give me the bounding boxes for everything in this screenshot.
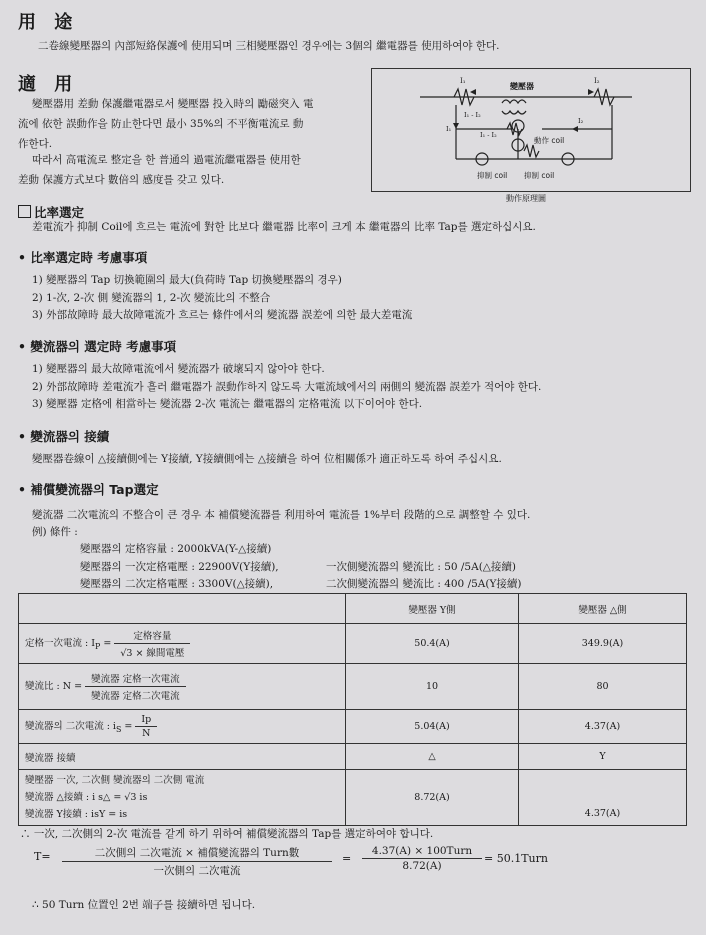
row2-delta-value: 80 [519, 664, 687, 710]
usage-text: 二卷線變壓器의 內部短絡保護에 使用되며 三相變壓器인 경우에는 3個의 繼電器를 使用하여야 한다. [38, 40, 500, 52]
row4-delta-value: Y [519, 744, 687, 770]
row-label-rated-primary-current: 定格一次電流 : $I_P$ = $\frac{\text{定格容量}}{\text{√3 × 線間電壓}}$ [19, 624, 346, 664]
t-fraction-2-denominator: 8.72(A) [402, 860, 442, 872]
ratio-selection-text: 差電流가 抑制 Coil에 흐르는 電流에 對한 比보다 繼電器 比率이 크게 本 繼電器의 比率 Tap를 選定하십시요. [32, 221, 536, 233]
table-header-y-side: 變壓器 Y側 [346, 594, 519, 624]
ct-connection-title: 變流器의 接續 [30, 429, 110, 444]
row3-fraction [135, 714, 157, 739]
table-header-delta-side: 變壓器 △側 [519, 594, 687, 624]
row3-numerator: Ip [135, 714, 157, 727]
row1-numerator: 定格容量 [114, 628, 190, 644]
row5-line-1: 變壓器 一次, 二次側 變流器의 二次側 電流 [25, 775, 205, 786]
t-fraction-2 [362, 845, 482, 872]
considerations-title: 比率選定時 考慮事項 [30, 250, 148, 265]
row2-numerator: 變流器 定格一次電流 [85, 671, 186, 687]
diagram-label-i1: I₁ [460, 77, 466, 85]
row2-y-value: 10 [346, 664, 519, 710]
condition-secondary-voltage: 變壓器의 二次定格電壓 : 3300V(△接續), [80, 578, 274, 590]
bullet-icon: • [18, 429, 31, 444]
table-header-row [19, 594, 687, 624]
list-item: 1) 變壓器의 最大故障電流에서 變流器가 破壞되지 않아야 한다. [32, 363, 325, 375]
bullet-icon: • [18, 482, 31, 497]
row4-y-value: △ [346, 744, 519, 770]
aux-ct-title: 補償變流器의 Tap選定 [30, 482, 159, 497]
diagram-label-diff2: I₁ - I₂ [480, 131, 497, 139]
row2-denominator: 變流器 定格二次電流 [91, 691, 180, 702]
list-item: 2) 外部故障時 差電流가 흘러 繼電器가 誤動作하지 않도록 大電流域에서의 兩側의 變流器 誤差가 적어야 한다. [32, 380, 542, 393]
row1-y-value: 50.4(A) [346, 624, 519, 664]
considerations-heading [18, 248, 147, 266]
table-header-empty [19, 594, 346, 624]
t-result: = 50.1Turn [484, 852, 548, 865]
aux-ct-heading [18, 480, 159, 498]
operating-principle-diagram [371, 68, 691, 192]
table-row [19, 710, 687, 744]
row5-y-value: 8.72(A) [346, 770, 519, 826]
list-item: 2) 1-次, 2-次 側 變流器의 1, 2-次 變流比의 不整合 [32, 291, 271, 304]
condition-secondary-ct-ratio: 二次側變流器의 變流比 : 400 /5A(Y接續) [326, 578, 522, 590]
table-row [19, 624, 687, 664]
usage-heading: 用 途 [18, 12, 79, 33]
table-row [19, 744, 687, 770]
ct-connection-text: 變壓器卷線이 △接續側에는 Y接續, Y接續側에는 △接續을 하여 位相關係가 適正하도록 하여 주십시요. [32, 453, 502, 465]
application-paragraph-1 [18, 94, 354, 154]
application-line: 差動 保護方式보다 數倍의 感度를 갖고 있다. [18, 174, 225, 186]
row-label-ct-ratio [19, 664, 346, 710]
diagram-label-restraint-coil-2: 抑制 coil [524, 171, 555, 180]
t-fraction-1-denominator: 一次側의 二次電流 [153, 865, 241, 877]
row3-denominator: N [142, 728, 151, 739]
row1-label-sub: P [95, 641, 101, 651]
diagram-label-transformer: 變壓器 [510, 82, 534, 91]
condition-primary-ct-ratio: 一次側變流器의 變流比 : 50 /5A(△接續) [326, 561, 516, 573]
ct-connection-heading [18, 427, 109, 445]
t-fraction-1 [62, 845, 332, 878]
diagram-label-restraint-coil-1: 抑制 coil [477, 171, 508, 180]
calculation-table [18, 593, 687, 826]
ct-selection-list [32, 361, 541, 414]
checkbox-square-icon [18, 205, 31, 218]
condition-primary-voltage: 變壓器의 一次定格電壓 : 22900V(Y接續), [80, 561, 279, 573]
diagram-label-i2: I₂ [594, 77, 600, 85]
conclusion-statement: ∴ 一次, 二次側의 2-次 電流를 같게 하기 위하여 補償變流器의 Tap를 選定하여야 합니다. [20, 828, 434, 840]
ct-selection-heading [18, 337, 176, 355]
example-label: 例) 條件 : [32, 526, 78, 538]
row1-delta-value: 349.9(A) [519, 624, 687, 664]
application-line: 作한다. [18, 138, 53, 150]
row3-label-sub: S [115, 724, 122, 734]
row-label-ct-connection: 變流器 接續 [19, 744, 346, 770]
bullet-icon: • [18, 339, 31, 354]
row1-label-text: 定格一次電流 : I [25, 638, 95, 649]
application-line: 流에 依한 誤動作을 防止한다면 最小 35%의 不平衡電流로 動 [18, 118, 304, 130]
list-item: 3) 變壓器 定格에 相當하는 變流器 2-次 電流는 繼電器의 定格電流 以下이어야 한다. [32, 398, 423, 410]
considerations-list [32, 272, 412, 325]
row-label-secondary-currents [19, 770, 346, 826]
aux-ct-text: 變流器 二次電流의 不整合이 큰 경우 本 補償變流器를 利用하여 電流를 1%부터 段階的으로 調整할 수 있다. [32, 509, 531, 521]
row-label-ct-secondary-current: 變流器의 二次電流 : $i_S$ = $\frac{Ip}{N}$ [19, 710, 346, 744]
table-row [19, 770, 687, 826]
diagram-label-diff1: I₁ - I₂ [464, 111, 481, 119]
list-item: 3) 外部故障時 最大故障電流가 흐르는 條件에서의 變流器 誤差에 의한 最大差電流 [32, 309, 413, 321]
diagram-label-i2-side: I₂ [578, 117, 584, 125]
row3-y-value: 5.04(A) [346, 710, 519, 744]
application-paragraph-2 [18, 150, 354, 190]
condition-rated-capacity: 變壓器의 定格容量 : 2000kVA(Y-△接續) [80, 543, 272, 555]
application-line: 따라서 高電流로 整定을 한 普通의 過電流繼電器를 使用한 [32, 154, 301, 166]
row1-denominator: √3 × 線間電壓 [120, 648, 185, 659]
diagram-label-i1-side: I₁ [446, 125, 452, 133]
diagram-caption: 動作原理圖 [506, 194, 546, 203]
t-equals: = [342, 852, 352, 865]
row5-line-3: 變流器 Y接續 : isY = is [25, 809, 128, 820]
row5-line-2: 變流器 △接續 : i s△ = √3 is [25, 792, 148, 803]
t-label: T= [34, 850, 51, 863]
bullet-icon: • [18, 250, 31, 265]
ratio-selection-title: 比率選定 [34, 205, 85, 220]
t-fraction-2-numerator: 4.37(A) × 100Turn [362, 845, 482, 859]
table-row [19, 664, 687, 710]
diagram-label-operating-coil: 動作 coil [534, 136, 565, 145]
row1-fraction [114, 628, 190, 659]
t-fraction-1-numerator: 二次側의 二次電流 × 補償變流器의 Turn數 [62, 845, 332, 862]
list-item: 1) 變壓器의 Tap 切換範圍의 最大(負荷時 Tap 切換變壓器의 경우) [32, 274, 342, 286]
row3-label-text: 變流器의 二次電流 : i [25, 721, 116, 732]
row5-delta-value: 4.37(A) [519, 770, 687, 826]
row2-fraction [85, 671, 186, 702]
application-heading: 適 用 [18, 74, 79, 95]
ct-selection-title: 變流器의 選定時 考慮事項 [30, 339, 177, 354]
row2-label-text: 變流比 : N = [25, 681, 83, 692]
application-line: 變壓器用 差動 保護繼電器로서 變壓器 投入時의 勵磁突入 電 [32, 98, 314, 110]
row3-delta-value: 4.37(A) [519, 710, 687, 744]
final-statement: ∴ 50 Turn 位置인 2번 端子를 接續하면 됩니다. [32, 899, 256, 911]
